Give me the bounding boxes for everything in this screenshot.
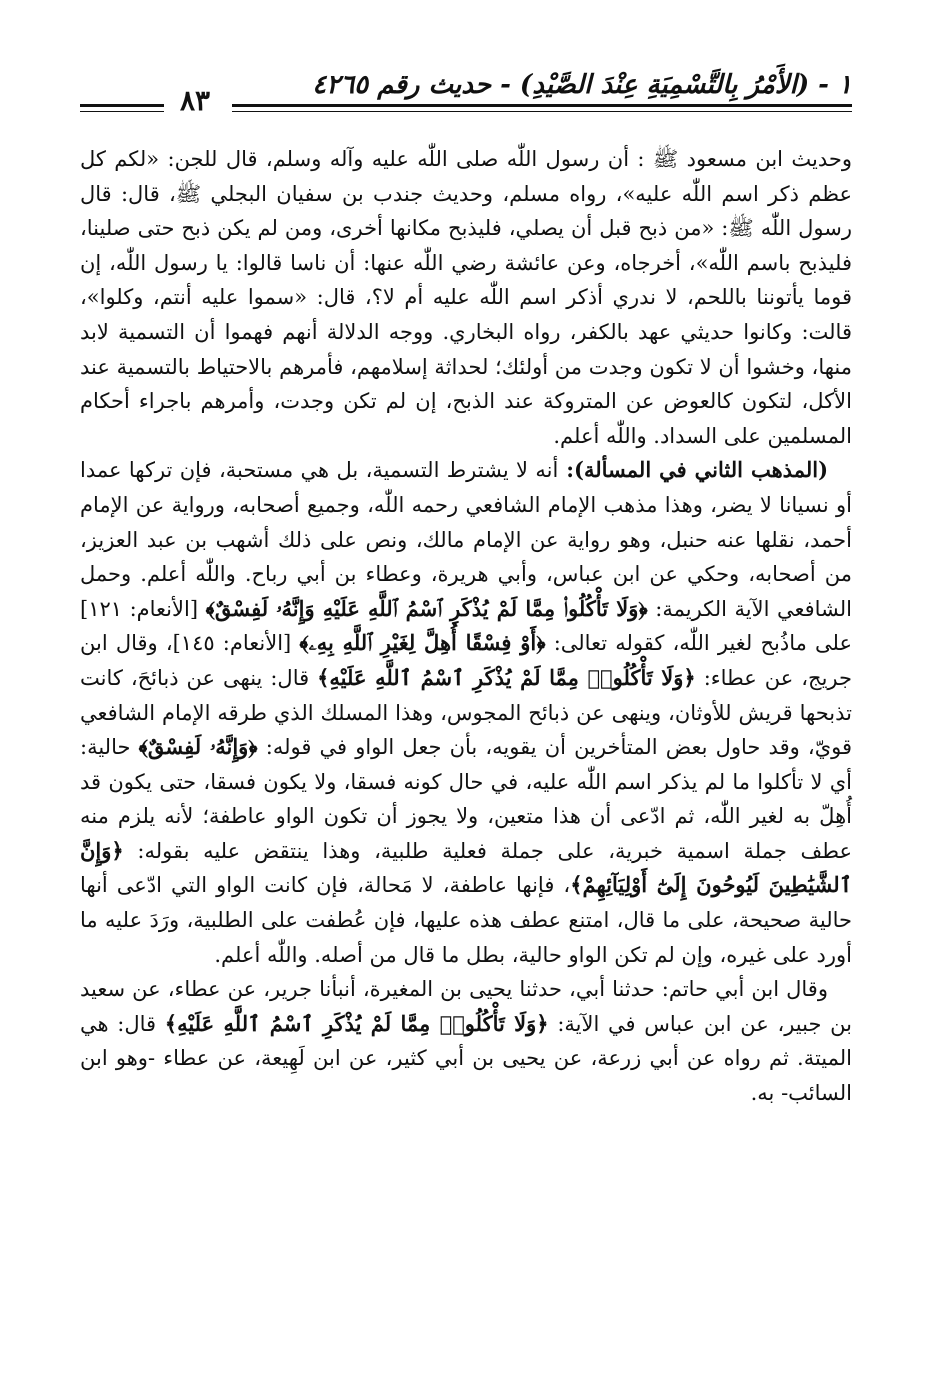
paragraph-2-text-a: أنه لا يشترط التسمية، بل هي مستحبة، فإن تركها عمدا أو نسيانا لا يضر، وهذا مذهب الإمام الشافعي رحمه اللّٰه، وجميع أصحابه، ورواية عن الإمام أحمد، نقلها عنه حنبل، وهو رواية عن الإمام مالك، ونص على ذلك أشهب بن عبد العزيز، من أصحابه، وحكي عن ابن عباس، وأبي هريرة، وعطاء بن أبي رباح. واللّٰه أعلم. وحمل الشافعي الآية الكريمة:	[80, 458, 852, 621]
quran-verse: ﴿وَإِنَّ ٱلشَّيَٰطِينَ لَيُوحُونَ إِلَىٰٓ أَوْلِيَآئِهِمْ﴾	[80, 837, 852, 898]
section-heading: (المذهب الثاني في المسألة):	[558, 457, 829, 483]
paragraph-2-text-c: [الأنعام: ١٤٥]، وقال ابن جريج، عن عطاء:	[80, 631, 852, 690]
body-text	[80, 142, 852, 1111]
quran-verse: ﴿وَلَا تَأْكُلُوا۟ مِمَّا لَمْ يُذْكَرِ ٱسْمُ ٱللَّهِ عَلَيْهِ﴾	[164, 1010, 549, 1036]
paragraph-2-text-f: ، فإنها عاطفة، لا مَحالة، فإن كانت الواو التي ادّعى أنها حالية صحيحة، على ما قال، امتنع عطف هذه عليها، فإن عُطفت على الطلبية، ورَدَ عليه ما أورد على غيره، وإن لم تكن الواو حالية، بطل ما قال من أصله. واللّٰه أعلم.	[80, 873, 852, 967]
paragraph-1	[80, 142, 852, 453]
chapter-title: ١ - (الأَمْرُ بِالتَّسْمِيَةِ عِنْدَ الصَّيْدِ) - حديث رقم ٤٢٦٥	[312, 70, 852, 100]
quran-verse: ﴿وَإِنَّهُۥ لَفِسْقٌ﴾	[138, 734, 258, 760]
paragraph-3-text-b: قال: هي الميتة. ثم رواه عن أبي زرعة، عن يحيى بن أبي كثير، عن ابن لَهِيعة، عن عطاء -وهو ابن السائب- به.	[80, 1011, 852, 1106]
paragraph-2	[80, 453, 852, 972]
paragraph-3	[80, 972, 852, 1110]
header-rule-right	[232, 104, 852, 107]
page-number: ٨٣	[180, 84, 211, 117]
quran-verse: ﴿وَلَا تَأْكُلُوا۟ مِمَّا لَمْ يُذْكَرِ ٱسْمُ ٱللَّهِ عَلَيْهِ﴾	[317, 664, 696, 690]
quran-verse: ﴿وَلَا تَأْكُلُوا۟ مِمَّا لَمْ يُذْكَرِ ٱسْمُ ٱللَّهِ عَلَيْهِ وَإِنَّهُۥ لَفِسْقٌ﴾	[205, 595, 648, 621]
paragraph-2-text-d: قال: ينهى عن ذبائحَ، كانت تذبحها قريش للأوثان، وينهى عن ذبائح المجوس، وهذا المسلك الذي طرقه الإمام الشافعي قويّ، وقد حاول بعض المتأخرين أن يقويه، بأن جعل الواو في قوله:	[80, 665, 853, 760]
page-header	[80, 60, 852, 130]
paragraph-1-text: وحديث ابن مسعود ﷺ : أن رسول اللّٰه صلى اللّٰه عليه وآله وسلم، قال للجن: «لكم كل عظم ذكر اسم اللّٰه عليه»، رواه مسلم، وحديث جندب بن سفيان البجلي ﷺ، قال: قال رسول اللّٰه ﷺ: «من ذبح قبل أن يصلي، فليذبح مكانها أخرى، ومن لم يكن ذبح حتى صلينا، فليذبح باسم اللّٰه»، أخرجاه، وعن عائشة رضي اللّٰه عنها: أن ناسا قالوا: يا رسول اللّٰه، إن قوما يأتوننا باللحم، لا ندري أذكر اسم اللّٰه عليه أم لا؟، قال: «سموا عليه أنتم، وكلوا»، قالت: وكانوا حديثي عهد بالكفر، رواه البخاري. ووجه الدلالة أنهم فهموا أن التسمية لابد منها، وخشوا أن لا تكون وجدت من أولئك؛ لحداثة إسلامهم، فأمرهم بالاحتياط بالتسمية عند الأكل، لتكون كالعوض عن المتروكة عند الذبح، إن لم تكن وجدت، وأمرهم باجراء أحكام المسلمين على السداد. واللّٰه أعلم.	[80, 147, 852, 448]
paragraph-3-text-a: وقال ابن أبي حاتم: حدثنا أبي، حدثنا يحيى بن المغيرة، أنبأنا جرير، عن عطاء، عن سعيد بن جبير، عن ابن عباس في الآية:	[80, 977, 852, 1036]
paragraph-2-text-b: [الأنعام: ١٢١] على ماذُبح لغير اللّٰه، كقوله تعالى:	[80, 596, 853, 656]
quran-verse: ﴿أَوْ فِسْقًا أُهِلَّ لِغَيْرِ ٱللَّهِ بِهِۦ﴾	[299, 630, 546, 656]
header-rule-right-thin	[232, 111, 852, 112]
paragraph-2-text-e: حالية: أي لا تأكلوا ما لم يذكر اسم اللّٰه عليه، في حال كونه فسقا، ولا يكون فسقا، حتى يكون قد أُهِلّ به لغير اللّٰه، ثم ادّعى أن هذا متعين، ولا يجوز أن تكون الواو عاطفة؛ لأنه يلزم منه عطف جملة اسمية خبرية، على جملة فعلية طلبية، وهذا ينتقض عليه بقوله:	[80, 735, 852, 863]
header-rule-left-thin	[80, 111, 164, 112]
header-rule-left	[80, 104, 164, 107]
